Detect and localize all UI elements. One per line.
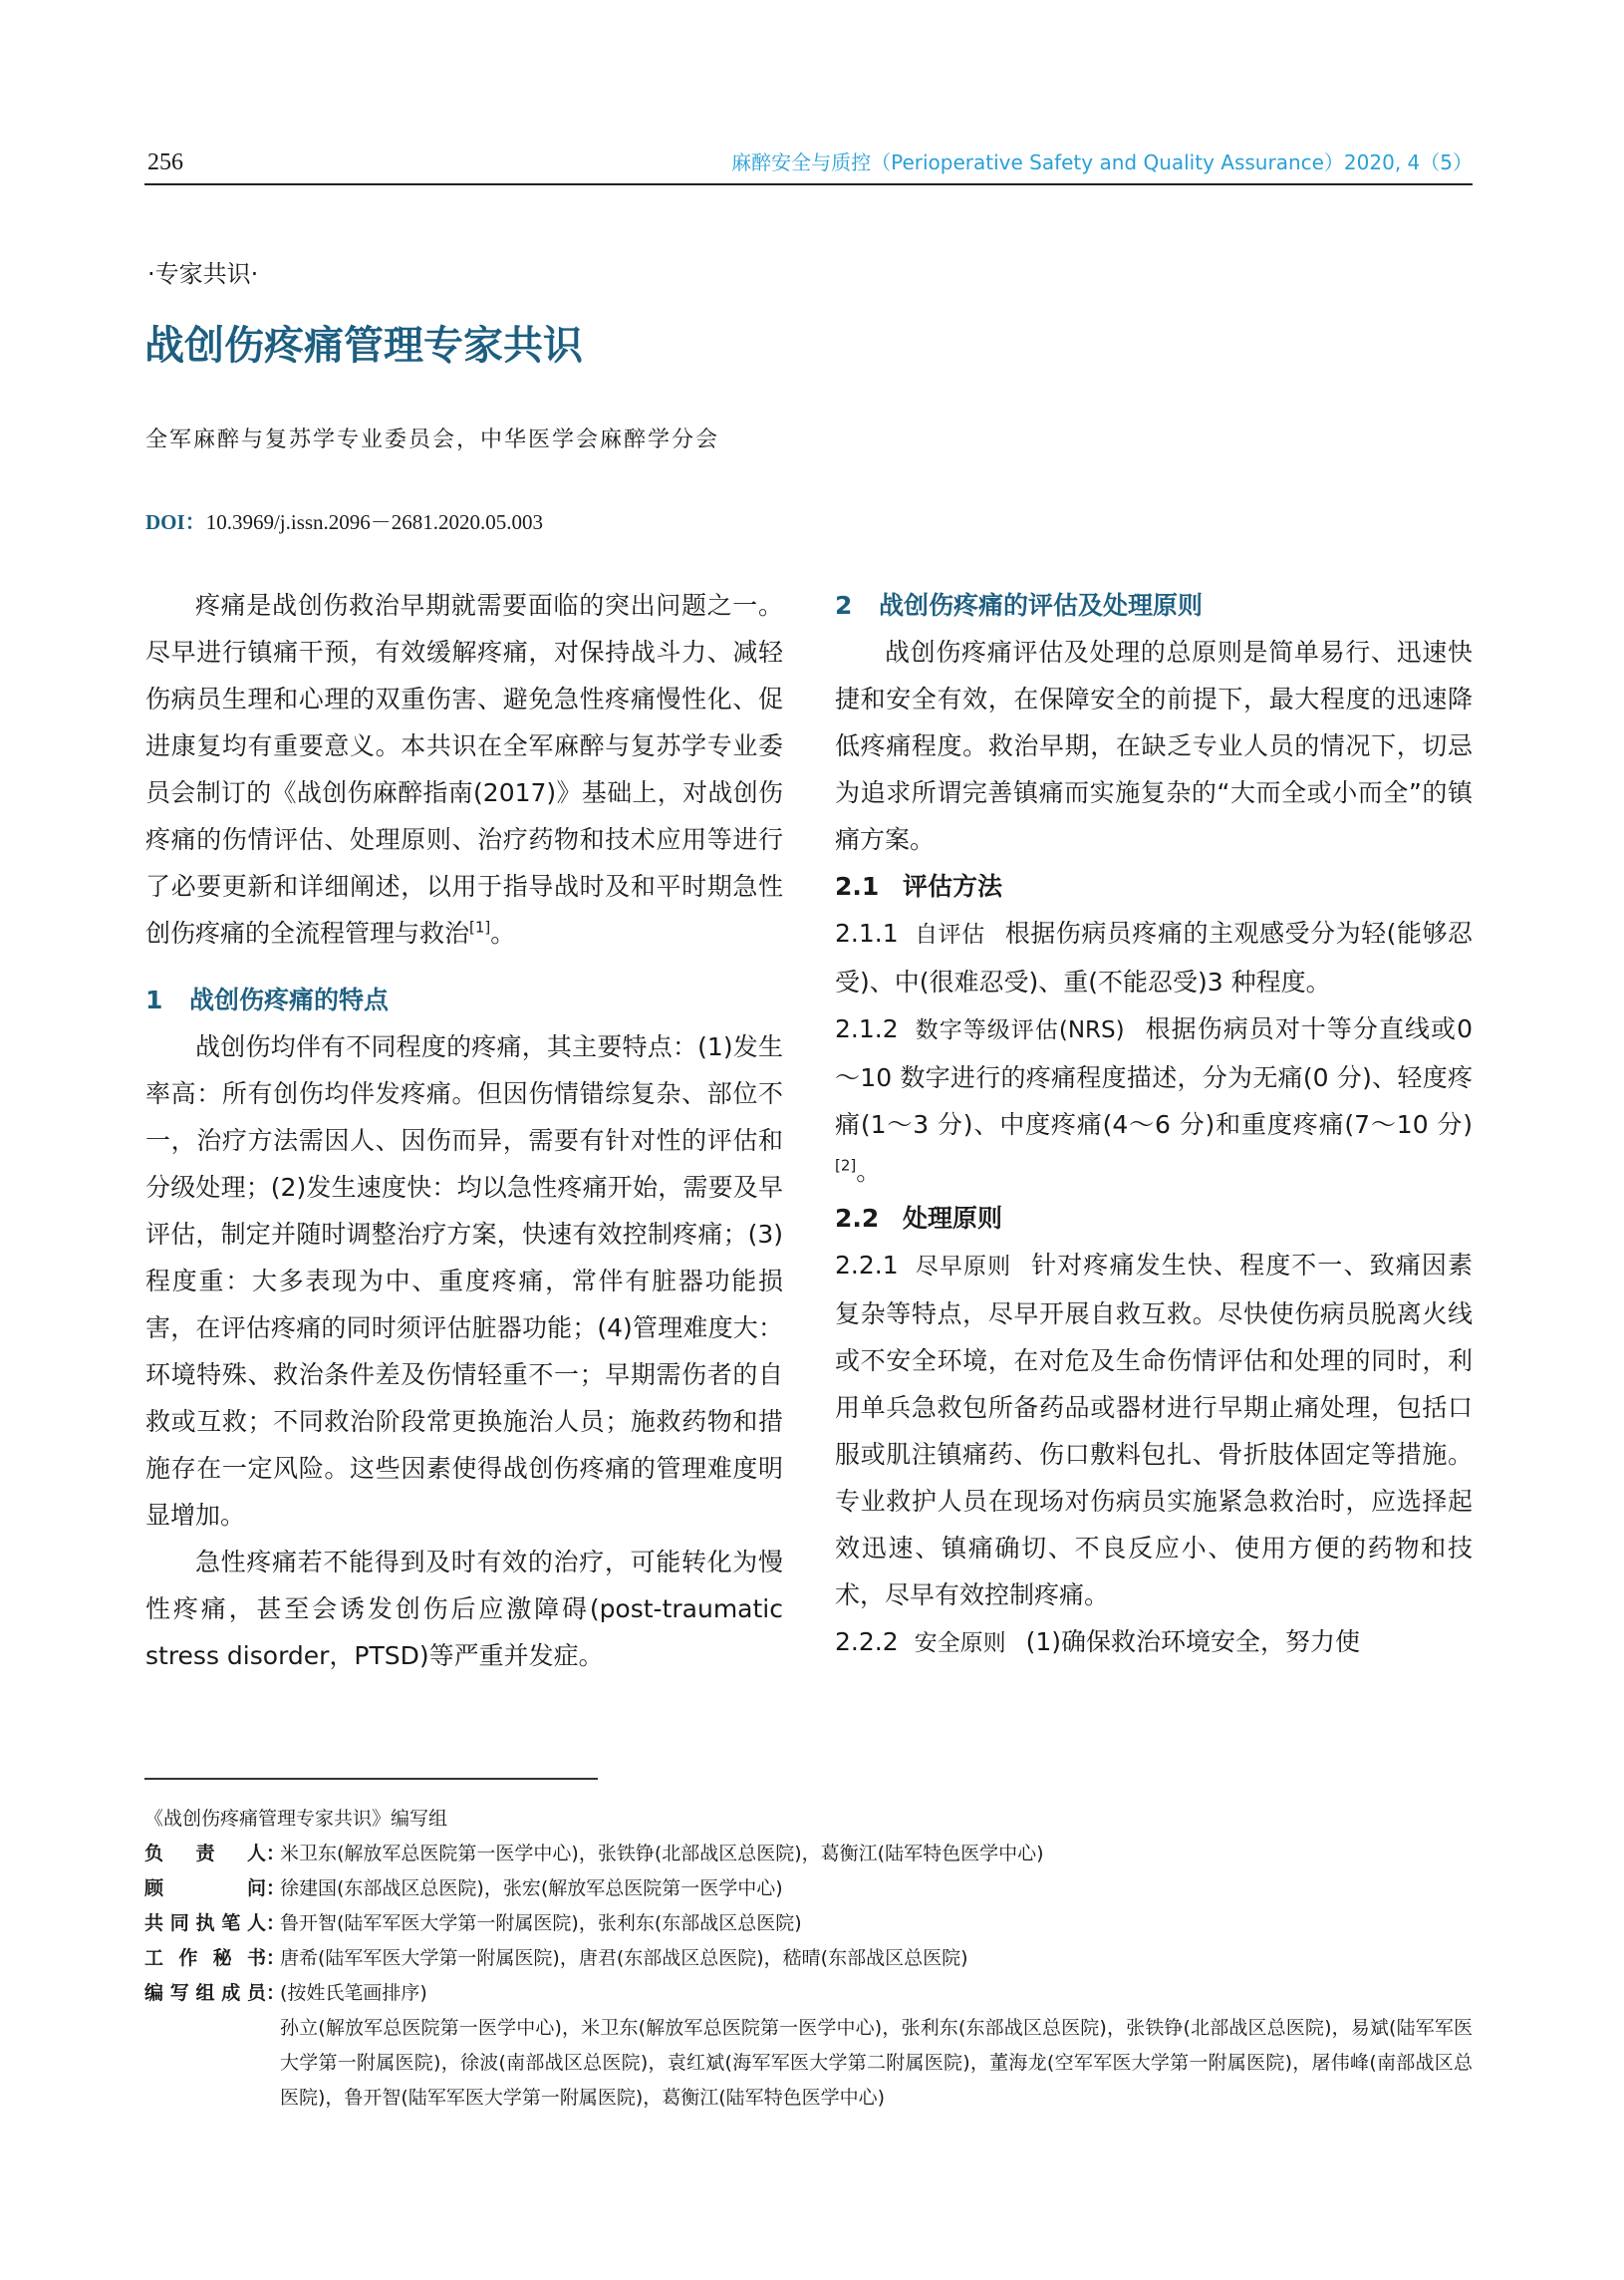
subsection-2-2-number: 2.2	[835, 1204, 880, 1233]
footnote-row-value: 徐建国(东部战区总医院)，张宏(解放军总医院第一医学中心)	[280, 1876, 783, 1899]
footnote-row-label: 共同执笔人	[144, 1911, 266, 1934]
footnote-row-label: 顾问	[144, 1876, 266, 1899]
footnote-row	[144, 1906, 1473, 1941]
footnote-row-value: (按姓氏笔画排序)	[280, 1981, 427, 2004]
footnote-row-label: 编写组成员	[144, 1981, 266, 2004]
footnote-colon: ：	[266, 1876, 286, 1899]
right-column	[835, 582, 1473, 1667]
footnote-row-value: 鲁开智(陆军军医大学第一附属医院)，张利东(东部战区总医院)	[280, 1911, 802, 1934]
section-2-title: 战创伤疼痛的评估及处理原则	[879, 591, 1204, 620]
journal-running-head: 麻醉安全与质控（Perioperative Safety and Quality Assurance）2020, 4（5）	[731, 150, 1473, 174]
citation-ref-1[interactable]: [1]	[469, 918, 491, 937]
item-2-2-1-text: 针对疼痛发生快、程度不一、致痛因素复杂等特点，尽早开展自救互救。尽快使伤病员脱离火线或不安全环境，在对危及生命伤情评估和处理的同时，利用单兵急救包所备药品或器材进行早期止痛处理，包括口服或肌注镇痛药、伤口敷料包扎、骨折肢体固定等措施。专业救护人员在现场对伤病员实施紧急救治时，应选择起效迅速、镇痛确切、不良反应小、使用方便的药物和技术，尽早有效控制疼痛。	[835, 1251, 1473, 1609]
footnote-colon: ：	[266, 1981, 286, 2004]
section-1-number: 1	[145, 986, 163, 1014]
section-2-heading	[835, 582, 1473, 629]
item-2-2-1-title: 尽早原则	[914, 1254, 1012, 1280]
intro-text: 疼痛是战创伤救治早期就需要面临的突出问题之一。尽早进行镇痛干预，有效缓解疼痛，对保持战斗力、减轻伤病员生理和心理的双重伤害、避免急性疼痛慢性化、促进康复均有重要意义。本共识在全军麻醉与复苏学专业委员会制订的《战创伤麻醉指南(2017)》基础上，对战创伤疼痛的伤情评估、处理原则、治疗药物和技术应用等进行了必要更新和详细阐述，以用于指导战时及和平时期急性创伤疼痛的全流程管理与救治	[145, 591, 783, 948]
footnote-divider	[144, 1778, 598, 1780]
doi-value[interactable]: 10.3969/j.issn.2096－2681.2020.05.003	[205, 510, 544, 534]
item-2-1-2-text: 根据伤病员对十等分直线或0～10 数字进行的疼痛程度描述，分为无痛(0 分)、轻度疼痛(1～3 分)、中度疼痛(4～6 分)和重度疼痛(7～10 分)	[835, 1014, 1473, 1139]
subsection-2-2-heading	[835, 1195, 1473, 1242]
writing-group-title: 《战创伤疼痛管理专家共识》编写组	[144, 1807, 448, 1830]
subsection-2-1-heading	[835, 863, 1473, 910]
writing-group-members: 孙立(解放军总医院第一医学中心)，米卫东(解放军总医院第一医学中心)，张利东(东部战区总医院)，张铁铮(北部战区总医院)，易斌(陆军军医大学第一附属医院)，徐波(南部战区总医院)，袁红斌(海军军医大学第二附属医院)，董海龙(空军军医大学第一附属医院)，屠伟峰(南部战区总医院)，鲁开智(陆军军医大学第一附属医院)，葛衡江(陆军特色医学中心)	[280, 2016, 1473, 2109]
subsection-2-1-title: 评估方法	[903, 872, 1003, 901]
section-2-paragraph: 战创伤疼痛评估及处理的总原则是简单易行、迅速快捷和安全有效，在保障安全的前提下，最大程度的迅速降低疼痛程度。救治早期，在缺乏专业人员的情况下，切忌为追求所谓完善镇痛而实施复杂的“大而全或小而全”的镇痛方案。	[835, 638, 1473, 854]
item-2-2-2	[835, 1618, 1473, 1667]
section-1-paragraph-2: 急性疼痛若不能得到及时有效的治疗，可能转化为慢性疼痛，甚至会诱发创伤后应激障碍(post-traumatic stress disorder，PTSD)等严重并发症。	[145, 1548, 783, 1670]
doi-line	[145, 508, 543, 536]
item-2-2-2-title: 安全原则	[914, 1630, 1006, 1656]
section-2-number: 2	[835, 591, 853, 620]
article-authors: 全军麻醉与复苏学专业委员会，中华医学会麻醉学分会	[145, 428, 720, 452]
page-number: 256	[147, 149, 183, 175]
item-2-2-2-number: 2.2.2	[835, 1627, 899, 1656]
section-1-title: 战创伤疼痛的特点	[189, 986, 390, 1014]
section-1-heading	[145, 977, 783, 1023]
footnote-writing-group	[144, 1802, 1473, 2116]
item-2-1-2-number: 2.1.2	[835, 1014, 899, 1043]
item-2-1-2-end: 。	[856, 1157, 882, 1186]
subsection-2-1-number: 2.1	[835, 872, 880, 901]
item-2-1-1-title: 自评估	[914, 922, 985, 948]
item-2-2-1-number: 2.2.1	[835, 1251, 899, 1280]
subsection-2-2-title: 处理原则	[903, 1204, 1003, 1233]
footnote-colon: ：	[266, 1842, 286, 1864]
footnote-row	[144, 1976, 1473, 2011]
item-2-2-1	[835, 1242, 1473, 1618]
footnote-row	[144, 1837, 1473, 1871]
intro-paragraph	[145, 582, 783, 957]
footnote-row-value: 米卫东(解放军总医院第一医学中心)，张铁铮(北部战区总医院)，葛衡江(陆军特色医学中心)	[280, 1842, 1044, 1864]
item-2-1-2	[835, 1005, 1473, 1195]
item-2-1-1-text: 根据伤病员疼痛的主观感受分为轻(能够忍受)、中(很难忍受)、重(不能忍受)3 种程度。	[835, 919, 1474, 997]
doi-label: DOI：	[145, 510, 206, 534]
footnote-colon: ：	[266, 1911, 286, 1934]
header-divider	[144, 183, 1473, 185]
footnote-area	[144, 1778, 1473, 2116]
footnote-row	[144, 1871, 1473, 1906]
footnote-row-label: 负责人	[144, 1842, 266, 1864]
footnote-row-label: 工作秘书	[144, 1946, 266, 1969]
footnote-row	[144, 1941, 1473, 1976]
left-column	[145, 582, 783, 1679]
item-2-2-2-text: (1)确保救治环境安全，努力使	[1025, 1627, 1361, 1656]
column-label: ·专家共识·	[147, 260, 259, 288]
section-1-paragraph-1: 战创伤均伴有不同程度的疼痛，其主要特点：(1)发生率高：所有创伤均伴发疼痛。但因伤情错综复杂、部位不一，治疗方法需因人、因伤而异，需要有针对性的评估和分级处理；(2)发生速度快：均以急性疼痛开始，需要及早评估，制定并随时调整治疗方案，快速有效控制疼痛；(3)程度重：大多表现为中、重度疼痛，常伴有脏器功能损害，在评估疼痛的同时须评估脏器功能；(4)管理难度大：环境特殊、救治条件差及伤情轻重不一；早期需伤者的自救或互救；不同救治阶段常更换施治人员；施救药物和措施存在一定风险。这些因素使得战创伤疼痛的管理难度明显增加。	[145, 1032, 783, 1530]
intro-end: 。	[490, 919, 516, 948]
citation-ref-2[interactable]: [2]	[835, 1156, 857, 1175]
item-2-1-2-title: 数字等级评估(NRS)	[914, 1017, 1125, 1043]
item-2-1-1	[835, 910, 1473, 1005]
article-title: 战创伤疼痛管理专家共识	[144, 322, 583, 369]
footnote-row-value: 唐希(陆军军医大学第一附属医院)，唐君(东部战区总医院)，嵇晴(东部战区总医院)	[280, 1946, 968, 1969]
item-2-1-1-number: 2.1.1	[835, 919, 899, 948]
footnote-colon: ：	[266, 1946, 286, 1969]
